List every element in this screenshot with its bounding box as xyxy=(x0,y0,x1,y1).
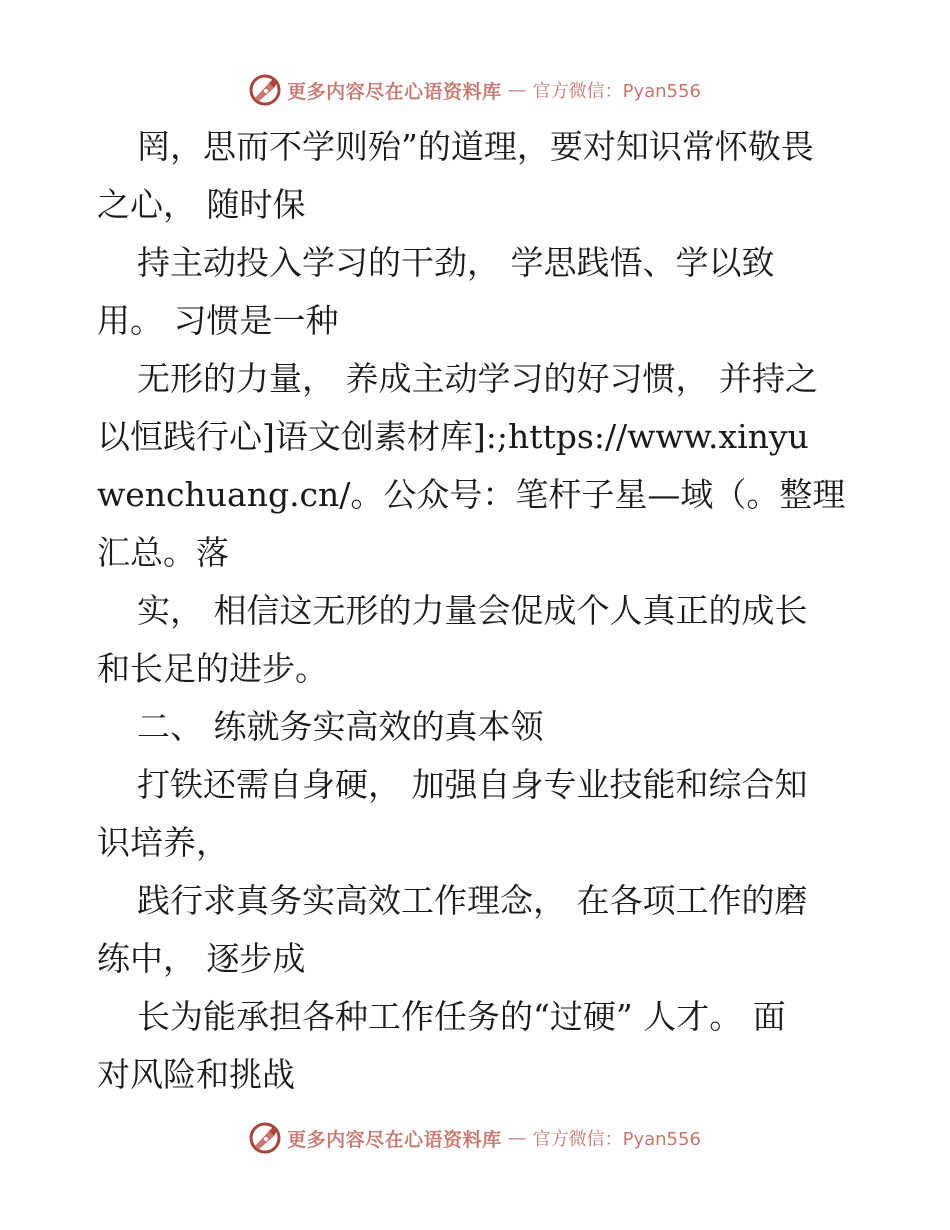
body-line: 用。 习惯是一种 xyxy=(97,301,339,340)
body-line: 践行求真务实高效工作理念， 在各项工作的磨 xyxy=(137,881,808,920)
header-banner-title: 更多内容尽在心语资料库 xyxy=(287,80,502,103)
footer-banner-separator: — xyxy=(507,1127,527,1149)
body-line: 识培养， xyxy=(97,823,229,862)
body-line: 持主动投入学习的干劲， 学思践悟、学以致 xyxy=(137,243,775,282)
pen-nib-logo-icon xyxy=(249,74,281,106)
body-line: 以恒践行心]语文创素材库]:;https://www.xinyu xyxy=(97,417,809,456)
body-line: 和长足的进步。 xyxy=(97,649,328,688)
body-line: 长为能承担各种工作任务的“过硬” 人才。 面 xyxy=(137,997,786,1036)
header-banner-separator: — xyxy=(507,79,527,101)
header-banner xyxy=(249,74,701,106)
body-line: wenchuang.cn/。公众号：笔杆子星—域（。整理 xyxy=(97,475,846,514)
footer-banner-title: 更多内容尽在心语资料库 xyxy=(287,1128,502,1151)
pen-nib-logo-icon xyxy=(249,1122,281,1154)
footer-banner xyxy=(249,1122,701,1154)
page-header xyxy=(0,70,950,110)
page-footer xyxy=(0,1118,950,1158)
body-line: 对风险和挑战 xyxy=(97,1055,295,1094)
body-line: 罔，思而不学则殆”的道理，要对知识常怀敬畏 xyxy=(137,127,814,166)
document-body xyxy=(97,118,857,1104)
body-line: 无形的力量， 养成主动学习的好习惯， 并持之 xyxy=(137,359,818,398)
body-line: 练中， 逐步成 xyxy=(97,939,306,978)
body-line: 汇总。落 xyxy=(97,533,229,572)
body-line: 之心， 随时保 xyxy=(97,185,306,224)
body-line: 打铁还需自身硬， 加强自身专业技能和综合知 xyxy=(137,765,808,804)
section-heading: 二、 练就务实高效的真本领 xyxy=(137,707,544,746)
footer-banner-contact: 官方微信：Pyan556 xyxy=(532,1129,701,1150)
body-line: 实， 相信这无形的力量会促成个人真正的成长 xyxy=(137,591,808,630)
header-banner-contact: 官方微信：Pyan556 xyxy=(532,81,701,102)
